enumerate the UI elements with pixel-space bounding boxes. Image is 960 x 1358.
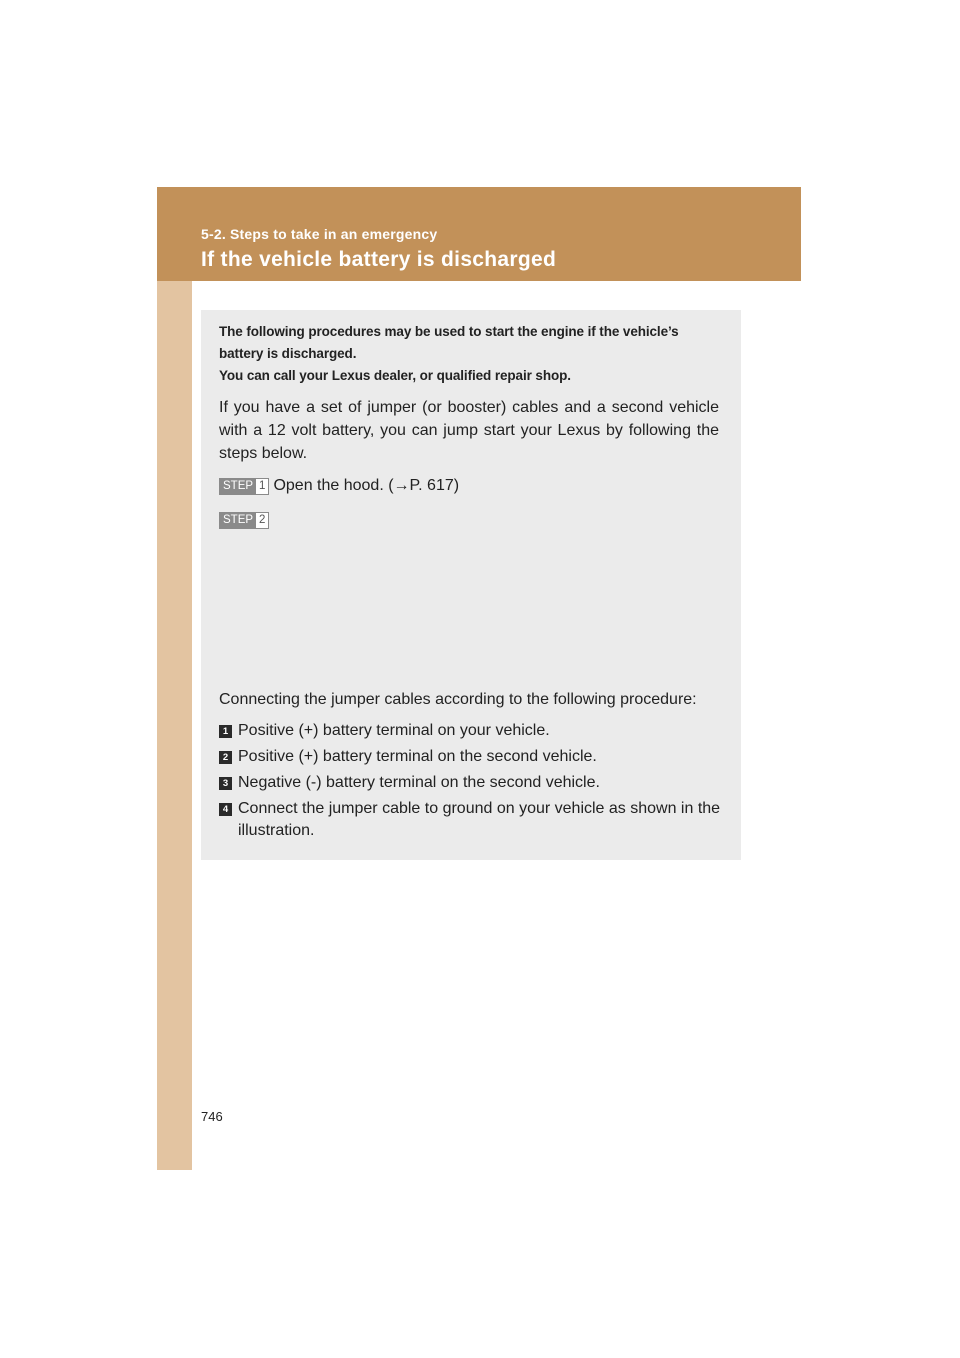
page-title: If the vehicle battery is discharged — [201, 248, 557, 271]
paragraph-procedure: Connecting the jumper cables according to the following procedure: — [219, 691, 697, 708]
list-item-text: Negative (-) battery terminal on the second vehicle. — [238, 774, 600, 791]
list-item-text: Positive (+) battery terminal on the second vehicle. — [238, 748, 597, 765]
step-2 — [219, 511, 273, 529]
step-badge-label: STEP — [220, 513, 256, 528]
intro-line-2: You can call your Lexus dealer, or qualified repair shop. — [219, 368, 571, 383]
side-bar — [157, 187, 192, 1170]
list-item-text: Connect the jumper cable to ground on your vehicle as shown in the illustration. — [238, 800, 721, 839]
list-item — [219, 720, 724, 742]
number-box: 2 — [219, 751, 232, 764]
paragraph-jump-start: If you have a set of jumper (or booster) cables and a second vehicle with a 12 volt battery, you can jump start your Lexus by following the steps below. — [219, 399, 719, 462]
step-1 — [219, 477, 459, 495]
step-badge-number: 1 — [256, 479, 268, 494]
list-item — [219, 798, 724, 842]
procedure-list — [219, 720, 724, 846]
number-box: 1 — [219, 725, 232, 738]
number-box: 4 — [219, 803, 232, 816]
number-box: 3 — [219, 777, 232, 790]
step-1-text: Open the hood. (→P. 617) — [273, 477, 460, 494]
list-item-text: Positive (+) battery terminal on your vehicle. — [238, 722, 550, 739]
step-badge — [219, 512, 269, 529]
section-label: 5-2. Steps to take in an emergency — [201, 226, 438, 242]
list-item — [219, 772, 724, 794]
content-box — [201, 310, 741, 860]
page-header — [157, 187, 801, 281]
intro-text — [219, 321, 724, 387]
step-badge-number: 2 — [256, 513, 268, 528]
page-number: 746 — [201, 1109, 223, 1124]
step-badge — [219, 478, 269, 495]
step-badge-label: STEP — [220, 479, 256, 494]
list-item — [219, 746, 724, 768]
intro-line-1: The following procedures may be used to start the engine if the vehicle’s battery is discharged. — [219, 324, 679, 361]
